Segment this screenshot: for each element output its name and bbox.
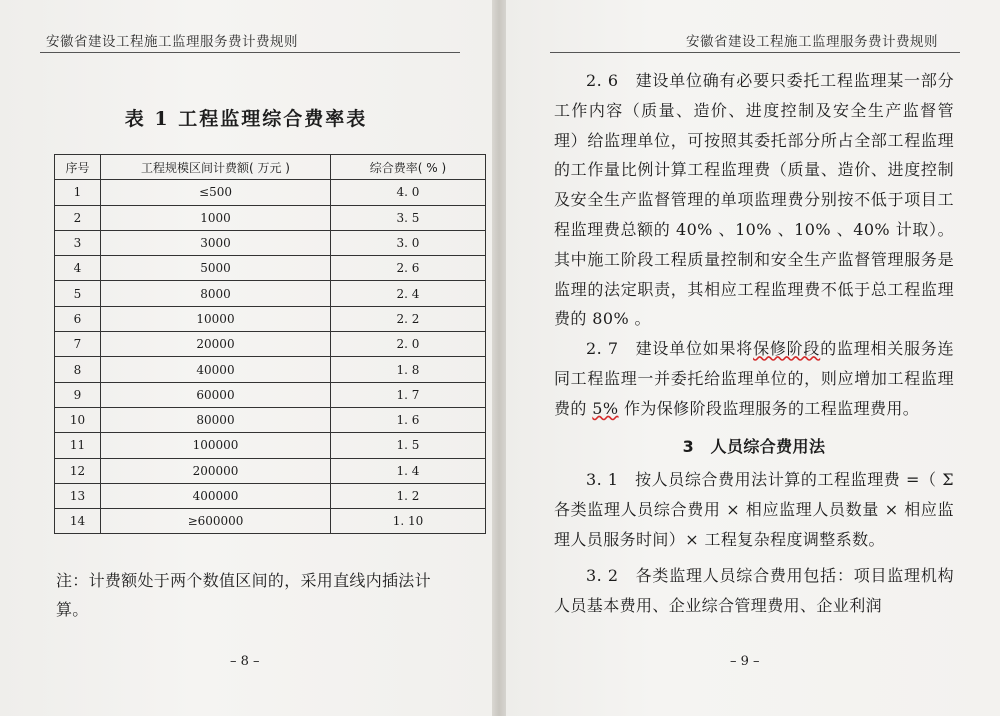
cell-index: 2 — [55, 205, 101, 230]
cell-amount: 40000 — [101, 357, 331, 382]
cell-index: 12 — [55, 458, 101, 483]
cell-amount: 20000 — [101, 332, 331, 357]
paragraph-2-7 — [554, 334, 954, 423]
paragraph-2-7-middle: 的监理相关服务连同工程监理一并委托给监理单位的，则应增加工程监理费的 — [554, 339, 955, 418]
table-row — [55, 458, 486, 483]
table-row — [55, 332, 486, 357]
rate-table — [54, 154, 486, 534]
column-header-rate: 综合费率( % ) — [331, 155, 486, 180]
cell-amount: 400000 — [101, 483, 331, 508]
right-body-text — [554, 66, 954, 620]
cell-index: 9 — [55, 382, 101, 407]
left-page-header: 安徽省建设工程施工监理服务费计费规则 — [46, 34, 298, 50]
right-page — [506, 0, 1000, 716]
cell-rate: 3. 0 — [331, 230, 486, 255]
cell-rate: 4. 0 — [331, 180, 486, 205]
table-header-row — [55, 155, 486, 180]
cell-amount: 100000 — [101, 433, 331, 458]
paragraph-2-6: 2. 6 建设单位确有必要只委托工程监理某一部分工作内容（质量、造价、进度控制及安全生产监督管理）给监理单位，可按照其委托部分所占全部工程监理的工作量比例计算工程监理费（质量、造价、进度控制及安全生产监督管理的单项监理费分别按不低于项目工程监理费总额的 40% 、10% 、10% 、40% 计取）。其中施工阶段工程质量控制和安全生产监督管理服务是监理的法定职责，其相应工程监理费不低于总工程监理费的 80% 。 — [554, 71, 954, 329]
handwritten-underline-percent: 5% — [592, 398, 619, 418]
cell-index: 8 — [55, 357, 101, 382]
cell-amount: 200000 — [101, 458, 331, 483]
cell-index: 5 — [55, 281, 101, 306]
table-row — [55, 483, 486, 508]
cell-rate: 2. 6 — [331, 256, 486, 281]
column-header-index: 序号 — [55, 155, 101, 180]
cell-amount: 10000 — [101, 306, 331, 331]
cell-rate: 1. 10 — [331, 509, 486, 534]
table-row — [55, 407, 486, 432]
paragraph-3-2: 3. 2 各类监理人员综合费用包括：项目监理机构人员基本费用、企业综合管理费用、企业利润 — [554, 565, 954, 615]
cell-index: 14 — [55, 509, 101, 534]
cell-index: 1 — [55, 180, 101, 205]
left-page-number: – 8 – — [230, 654, 260, 669]
cell-amount: 1000 — [101, 205, 331, 230]
right-page-header: 安徽省建设工程施工监理服务费计费规则 — [686, 34, 938, 50]
cell-rate: 1. 4 — [331, 458, 486, 483]
table-row — [55, 306, 486, 331]
table-row — [55, 509, 486, 534]
table-row — [55, 281, 486, 306]
cell-rate: 1. 7 — [331, 382, 486, 407]
table-note: 注：计费额处于两个数值区间的，采用直线内插法计算。 — [56, 571, 431, 619]
table-row — [55, 180, 486, 205]
cell-amount: 5000 — [101, 256, 331, 281]
cell-index: 7 — [55, 332, 101, 357]
book-gutter — [492, 0, 506, 716]
cell-index: 4 — [55, 256, 101, 281]
cell-rate: 2. 4 — [331, 281, 486, 306]
cell-index: 13 — [55, 483, 101, 508]
cell-rate: 1. 2 — [331, 483, 486, 508]
paragraph-3-1: 3. 1 按人员综合费用法计算的工程监理费 =（ Σ各类监理人员综合费用 × 相应监理人员数量 × 相应监理人员服务时间）× 工程复杂程度调整系数。 — [554, 470, 954, 549]
table-title: 表 1 工程监理综合费率表 — [124, 108, 368, 130]
cell-amount: 80000 — [101, 407, 331, 432]
right-page-number: – 9 – — [730, 654, 760, 669]
cell-rate: 2. 2 — [331, 306, 486, 331]
cell-rate: 1. 8 — [331, 357, 486, 382]
section-3-title: 3 人员综合费用法 — [682, 436, 826, 456]
cell-index: 6 — [55, 306, 101, 331]
cell-amount: ≥600000 — [101, 509, 331, 534]
table-row — [55, 382, 486, 407]
table-row — [55, 357, 486, 382]
table-row — [55, 256, 486, 281]
left-page — [0, 0, 492, 716]
table-row — [55, 205, 486, 230]
cell-rate: 2. 0 — [331, 332, 486, 357]
right-header-rule — [550, 52, 960, 53]
left-header-rule — [40, 52, 460, 53]
paragraph-2-7-end: 作为保修阶段监理服务的工程监理费用。 — [618, 398, 920, 418]
cell-rate: 1. 6 — [331, 407, 486, 432]
cell-index: 3 — [55, 230, 101, 255]
cell-amount: 8000 — [101, 281, 331, 306]
cell-amount: ≤500 — [101, 180, 331, 205]
cell-amount: 60000 — [101, 382, 331, 407]
column-header-amount: 工程规模区间计费额( 万元 ) — [101, 155, 331, 180]
table-row — [55, 230, 486, 255]
cell-amount: 3000 — [101, 230, 331, 255]
handwritten-underline-warranty-stage: 保修阶段 — [753, 339, 821, 359]
cell-index: 10 — [55, 407, 101, 432]
cell-rate: 3. 5 — [331, 205, 486, 230]
table-row — [55, 433, 486, 458]
cell-rate: 1. 5 — [331, 433, 486, 458]
paragraph-2-7-start: 2. 7 建设单位如果将 — [586, 339, 754, 359]
cell-index: 11 — [55, 433, 101, 458]
